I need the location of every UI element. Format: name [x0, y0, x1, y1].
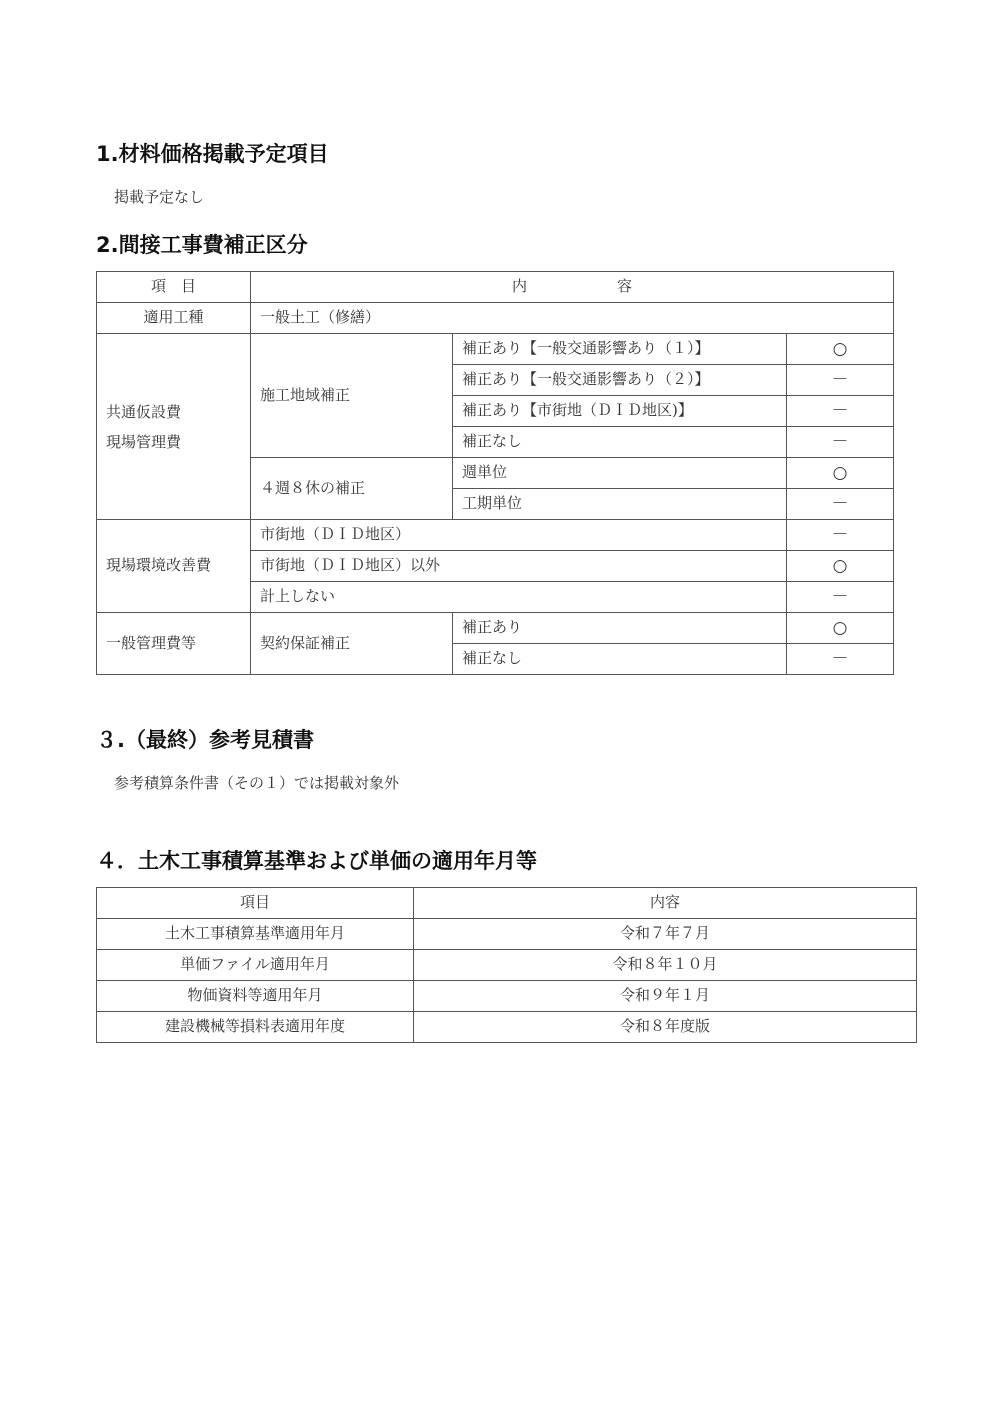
standard-item: 物価資料等適用年月: [97, 981, 414, 1012]
header-content: 内 容: [251, 272, 894, 303]
kankyo-option-mark: －: [787, 520, 894, 551]
section-2-heading: 2.間接工事費補正区分: [96, 233, 308, 257]
table-row: [97, 520, 894, 551]
chiiki-option-mark: －: [787, 427, 894, 458]
kyujitsu-option-text: 工期単位: [453, 489, 787, 520]
ippan-option-text: 補正なし: [453, 644, 787, 675]
table-row: [97, 919, 917, 950]
header-content: 内容: [414, 888, 917, 919]
section-4-heading: ４．土木工事積算基準および単価の適用年月等: [96, 849, 537, 873]
kankyo-option-mark: －: [787, 582, 894, 613]
kyujitsu-option-mark: －: [787, 489, 894, 520]
section-3-heading: ３.（最終）参考見積書: [96, 728, 314, 752]
table-header-row: [97, 272, 894, 303]
kyujitsu-label: ４週８休の補正: [251, 458, 453, 520]
kyujitsu-option-text: 週単位: [453, 458, 787, 489]
ippan-option-mark: －: [787, 644, 894, 675]
table-row: [97, 303, 894, 334]
table-row: [97, 613, 894, 644]
chiiki-option-mark: －: [787, 396, 894, 427]
section-1-text: 掲載予定なし: [114, 188, 205, 206]
standards-table: [96, 887, 917, 1043]
ippan-sub-label: 契約保証補正: [251, 613, 453, 675]
section-1-heading: 1.材料価格掲載予定項目: [96, 142, 329, 166]
kyotsu-label-2: 現場管理費: [106, 432, 182, 451]
table-header-row: [97, 888, 917, 919]
kyotsu-label-1: 共通仮設費: [106, 402, 182, 421]
standard-value: 令和７年７月: [414, 919, 917, 950]
chiiki-label: 施工地域補正: [251, 334, 453, 458]
header-item: 項目: [97, 888, 414, 919]
kyotsu-label: [97, 334, 251, 520]
kankyo-option-mark: ○: [787, 551, 894, 582]
standard-item: 単価ファイル適用年月: [97, 950, 414, 981]
kyujitsu-option-mark: ○: [787, 458, 894, 489]
header-item: 項 目: [97, 272, 251, 303]
kouji-value: 一般土工（修繕）: [251, 303, 894, 334]
kankyo-label: 現場環境改善費: [97, 520, 251, 613]
standard-value: 令和９年１月: [414, 981, 917, 1012]
chiiki-option-text: 補正あり【市街地（ＤＩＤ地区)】: [453, 396, 787, 427]
correction-table: [96, 271, 894, 675]
ippan-option-mark: ○: [787, 613, 894, 644]
chiiki-option-mark: ○: [787, 334, 894, 365]
table-row: [97, 981, 917, 1012]
standard-item: 建設機械等損料表適用年度: [97, 1012, 414, 1043]
table-row: [97, 1012, 917, 1043]
chiiki-option-text: 補正あり【一般交通影響あり（２）】: [453, 365, 787, 396]
section-3-text: 参考積算条件書（その１）では掲載対象外: [114, 774, 400, 792]
standard-value: 令和８年１０月: [414, 950, 917, 981]
chiiki-option-mark: －: [787, 365, 894, 396]
ippan-option-text: 補正あり: [453, 613, 787, 644]
kankyo-option-text: 市街地（ＤＩＤ地区）以外: [251, 551, 787, 582]
table-row: [97, 950, 917, 981]
kankyo-option-text: 計上しない: [251, 582, 787, 613]
chiiki-option-text: 補正なし: [453, 427, 787, 458]
kankyo-option-text: 市街地（ＤＩＤ地区）: [251, 520, 787, 551]
ippan-label: 一般管理費等: [97, 613, 251, 675]
kouji-label: 適用工種: [97, 303, 251, 334]
standard-value: 令和８年度版: [414, 1012, 917, 1043]
table-row: [97, 334, 894, 365]
standard-item: 土木工事積算基準適用年月: [97, 919, 414, 950]
chiiki-option-text: 補正あり【一般交通影響あり（１）】: [453, 334, 787, 365]
